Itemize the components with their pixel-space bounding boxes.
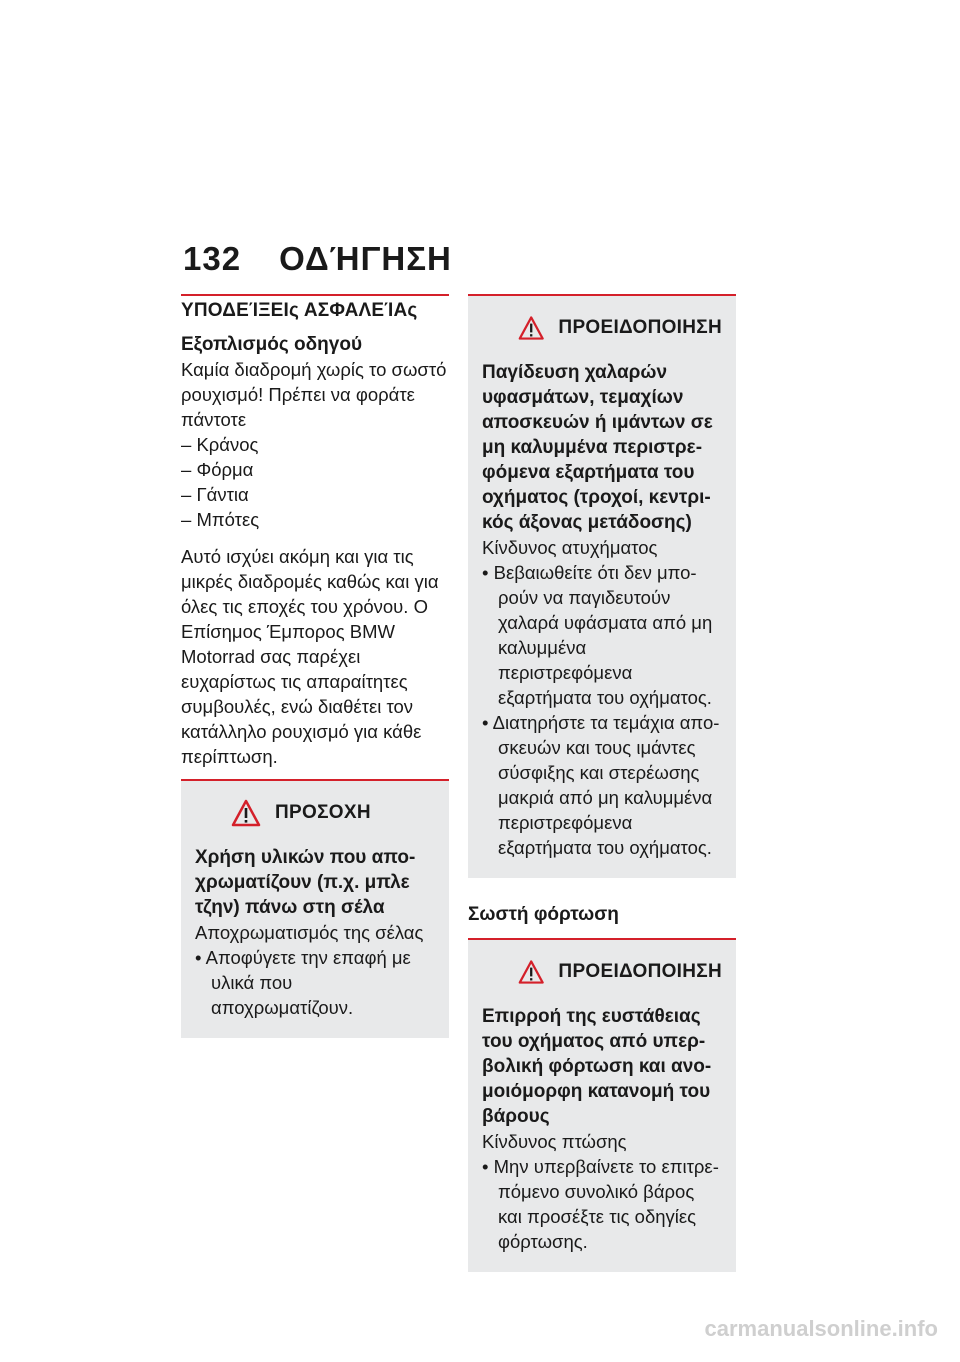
gear-item: – Μπότες xyxy=(181,507,449,532)
warning-triangle-icon xyxy=(231,799,261,827)
page-number: 132 xyxy=(183,240,242,277)
rider-equipment-intro: Καμία διαδρομή χωρίς το σωστό ρουχισμό! Πρέπει να φοράτε πάντοτε xyxy=(181,359,447,430)
left-column xyxy=(181,294,449,1038)
gear-list xyxy=(181,432,449,532)
right-column xyxy=(468,294,736,1272)
bullet-item: • Διατηρήστε τα τεμάχια αποσκευών και τους ιμάντες σύσφιξης και στερέωσης μακριά από μη καλυμμένα περιστρεφόμενα εξαρτήματα του οχήματος. xyxy=(482,710,722,860)
gear-item: – Γάντια xyxy=(181,482,449,507)
watermark: carmanualsonline.info xyxy=(704,1316,938,1341)
bullet-item: • Μην υπερβαίνετε το επιτρεπόμενο συνολικό βάρος και προσέξτε τις οδηγίες φόρτωσης. xyxy=(482,1154,722,1254)
equipment-paragraph: Αυτό ισχύει ακόμη και για τις μικρές διαδρομές καθώς και για όλες τις εποχές του χρόνου. Ο Επίσημος Έμπορος BMW Motorrad σας παρέχει ευχαρίστως τις απαραίτητες συμβουλές, ενώ διαθέτει τον κατάλληλο ρουχισμό για κάθε περίπτωση. xyxy=(181,546,439,767)
warning-bullets xyxy=(482,560,722,860)
warning-title: Επιρροή της ευστάθειας του οχήματος από υπερβολική φόρτωση και ανομοιόμορφη κατανομή του βάρους xyxy=(482,1006,712,1127)
warning-header xyxy=(518,958,722,986)
warning-title: Παγίδευση χαλαρών υφασμάτων, τεμαχίων αποσκευών ή ιμάντων σε μη καλυμμένα περιστρεφόμενα εξαρτήματα του οχήματος (τροχοί, κεντρικός άξονας μετάδοσης) xyxy=(482,362,713,533)
page-header xyxy=(183,240,452,278)
warning-box-1 xyxy=(468,296,736,878)
section-title: ΥΠΟΔΕΊΞΕΙς ΑΣΦΑΛΕΊΑς xyxy=(181,300,418,321)
caution-title: Χρήση υλικών που αποχρωματίζουν (π.χ. μπλε τζην) πάνω στη σέλα xyxy=(195,847,416,918)
warning-consequence: Κίνδυνος πτώσης xyxy=(482,1131,627,1152)
warning-consequence: Κίνδυνος ατυχήματος xyxy=(482,537,658,558)
warning-triangle-icon xyxy=(518,958,544,986)
gear-item: – Κράνος xyxy=(181,432,449,457)
caution-bullets xyxy=(195,945,435,1020)
warning-label: ΠΡΟΕΙΔΟΠΟΙΗΣΗ xyxy=(558,317,722,338)
warning-header xyxy=(518,314,722,342)
bullet-item: • Αποφύγετε την επαφή με υλικά που αποχρωματίζουν. xyxy=(195,945,435,1020)
chapter-title: ΟΔΉΓΗΣΗ xyxy=(279,240,452,277)
rider-equipment-title: Εξοπλισμός οδηγού xyxy=(181,334,363,355)
bullet-item: • Βεβαιωθείτε ότι δεν μπορούν να παγιδευτούν χαλαρά υφάσματα από μη καλυμμένα περιστρεφόμενα εξαρτήματα του οχήματος. xyxy=(482,560,722,710)
warning-triangle-icon xyxy=(518,314,544,342)
caution-header xyxy=(231,799,435,827)
caution-consequence: Αποχρωματισμός της σέλας xyxy=(195,922,424,943)
section-rule xyxy=(181,294,449,296)
gear-item: – Φόρμα xyxy=(181,457,449,482)
warning-bullets xyxy=(482,1154,722,1254)
caution-box xyxy=(181,781,449,1038)
loading-title: Σωστή φόρτωση xyxy=(468,904,619,925)
caution-label: ΠΡΟΣΟΧΗ xyxy=(275,802,371,823)
warning-box-2 xyxy=(468,940,736,1272)
warning-label: ΠΡΟΕΙΔΟΠΟΙΗΣΗ xyxy=(558,961,722,982)
